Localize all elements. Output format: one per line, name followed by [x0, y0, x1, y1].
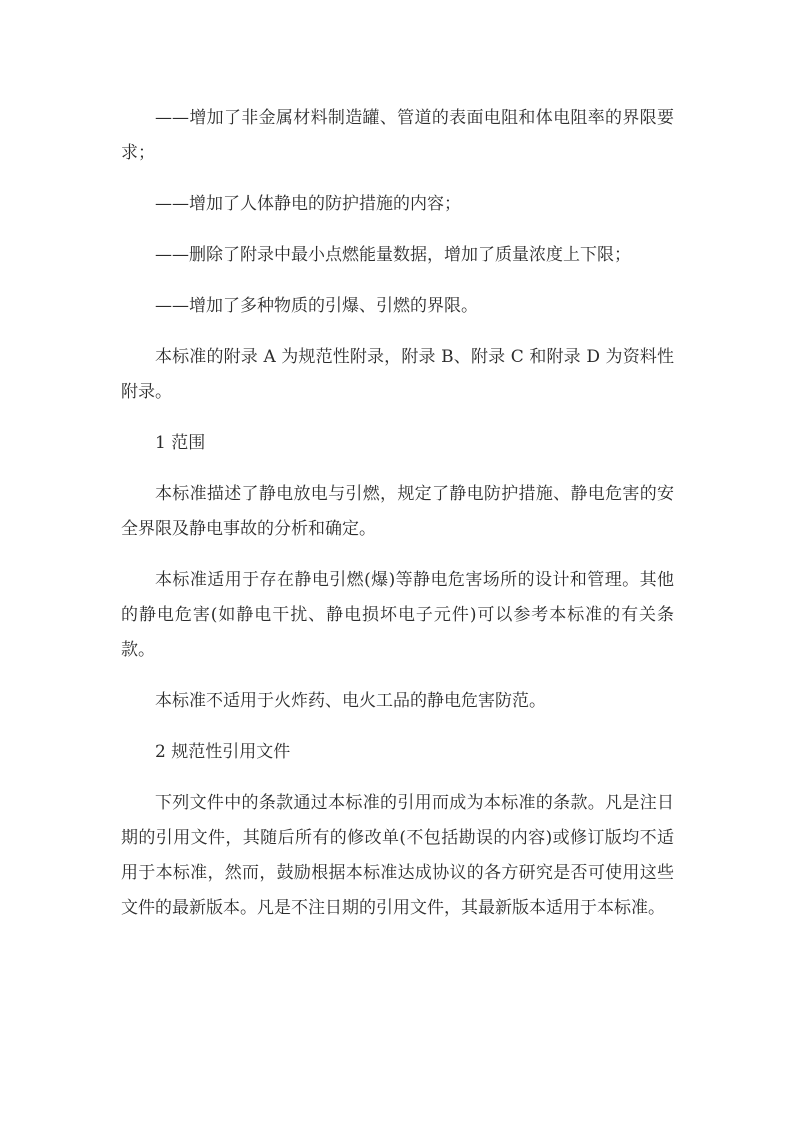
paragraph-amendment-2: ——增加了人体静电的防护措施的内容；: [155, 194, 461, 214]
paragraph-scope-3: 本标准不适用于火炸药、电火工品的静电危害防范。: [155, 691, 546, 711]
paragraph-amendment-3: ——删除了附录中最小点燃能量数据，增加了质量浓度上下限；: [155, 245, 631, 265]
paragraph-amendment-1: ——增加了非金属材料制造罐、管道的表面电阻和体电阻率的界限要求；: [121, 108, 674, 163]
paragraph-scope-2: 本标准适用于存在静电引燃(爆)等静电危害场所的设计和管理。其他的静电危害(如静电干扰、静电损坏电子元件)可以参考本标准的有关条款。: [121, 570, 674, 660]
section-heading-scope: 1 范围: [155, 433, 206, 453]
paragraph-appendix-note: 本标准的附录 A 为规范性附录，附录 B、附录 C 和附录 D 为资料性附录。: [121, 347, 674, 402]
paragraph-scope-1: 本标准描述了静电放电与引燃，规定了静电防护措施、静电危害的安全界限及静电事故的分析和确定。: [121, 484, 674, 539]
document-body: [121, 101, 674, 942]
paragraph-normative-references: 下列文件中的条款通过本标准的引用而成为本标准的条款。凡是注日期的引用文件，其随后所有的修改单(不包括勘误的内容)或修订版均不适用于本标准，然而，鼓励根据本标准达成协议的各方研究是否可使用这些文件的最新版本。凡是不注日期的引用文件，其最新版本适用于本标准。: [121, 793, 674, 918]
section-heading-normative-references: 2 规范性引用文件: [155, 742, 291, 762]
paragraph-amendment-4: ——增加了多种物质的引爆、引燃的界限。: [155, 296, 478, 316]
